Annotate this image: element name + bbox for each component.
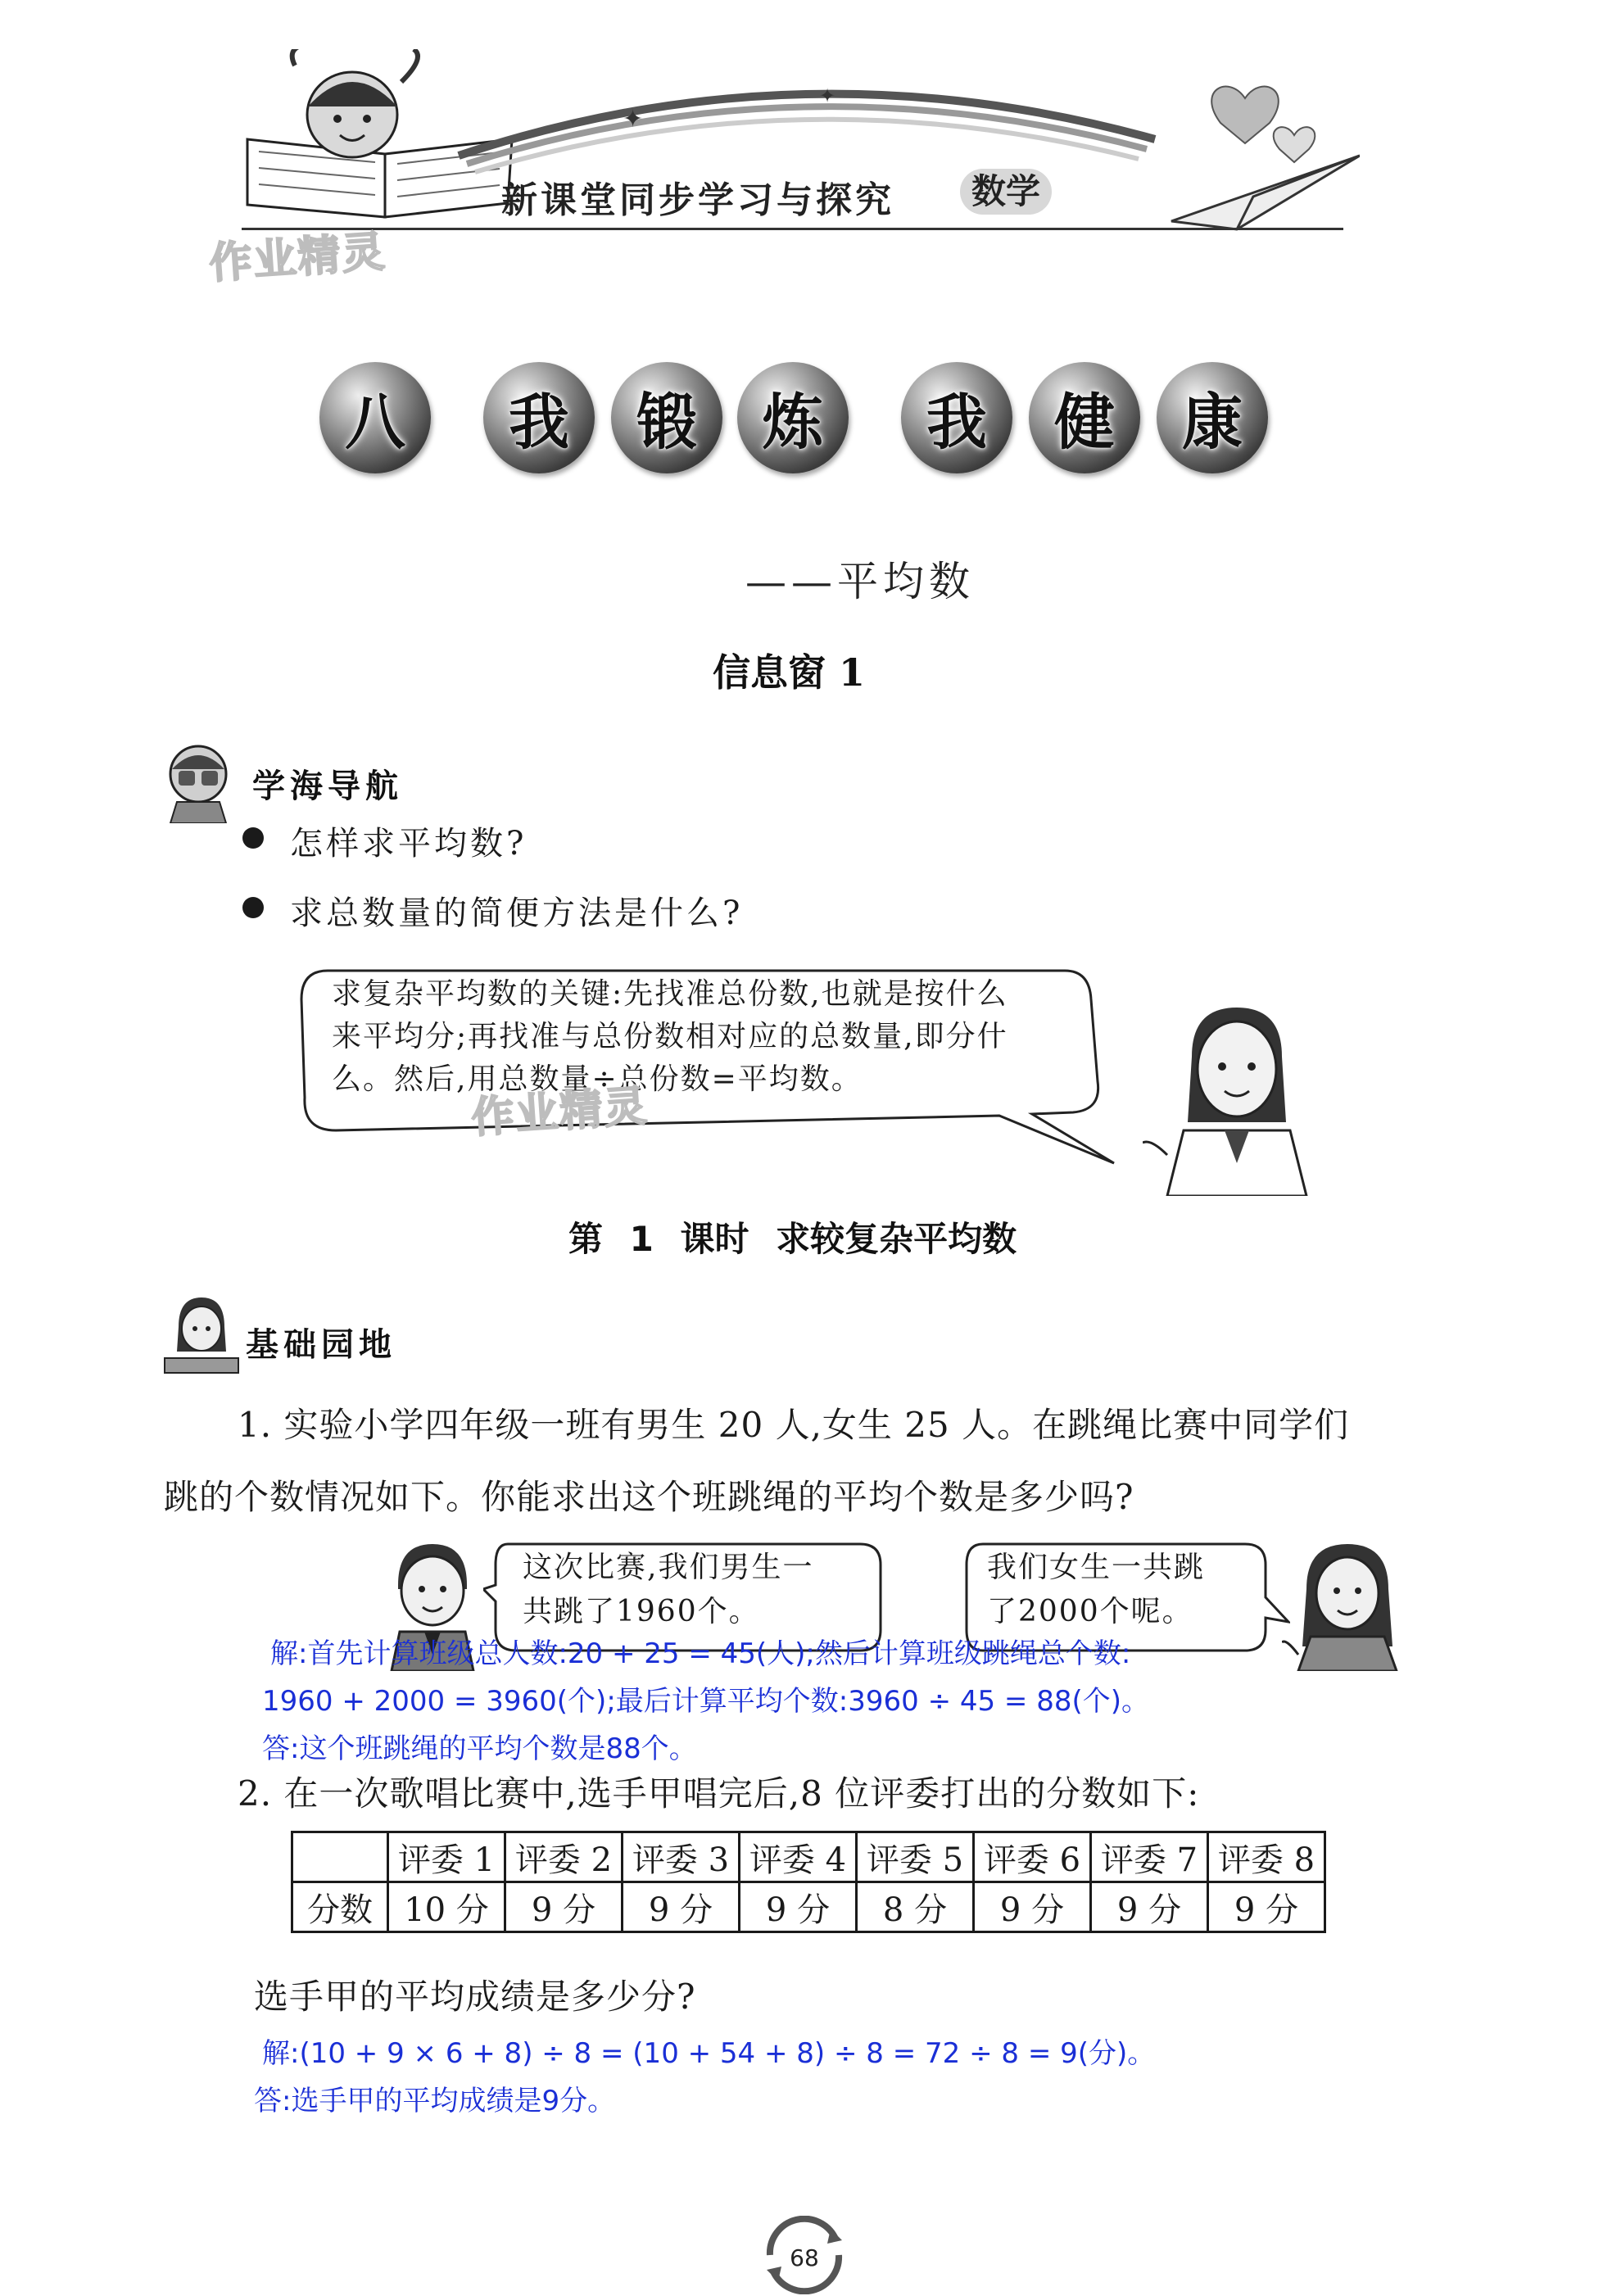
chapter-number-ball — [319, 362, 431, 473]
table-cell: 9 分 — [1208, 1882, 1325, 1932]
answer-line: 解:(10 + 9 × 6 + 8) ÷ 8 = (10 + 54 + 8) ÷ 8 = 72 ÷ 8 = 9(分)。 — [262, 2037, 1156, 2070]
chapter-title-ball — [1157, 362, 1268, 473]
table-cell: 9 分 — [505, 1882, 623, 1932]
header-divider — [242, 228, 1343, 230]
chapter-title-char: 健 — [1054, 387, 1115, 458]
bubble-line: 来平均分;再找准与总份数相对应的总数量,即分什 — [332, 1020, 1008, 1053]
table-header-cell: 评委 7 — [1091, 1832, 1208, 1882]
boy-bubble-line: 这次比赛,我们男生一 — [523, 1551, 814, 1584]
bubble-line: 求复杂平均数的关键:先找准总份数,也就是按什么 — [332, 977, 1008, 1011]
table-cell: 8 分 — [857, 1882, 974, 1932]
svg-text:✦: ✦ — [623, 105, 644, 134]
table-header-cell: 评委 1 — [388, 1832, 505, 1882]
table-cell: 9 分 — [974, 1882, 1091, 1932]
table-header-cell: 评委 6 — [974, 1832, 1091, 1882]
chapter-title-char: 锻 — [636, 387, 697, 458]
chapter-title-ball — [1029, 362, 1140, 473]
boy-bubble-line: 共跳了1960个。 — [523, 1595, 760, 1628]
table-header-cell: 评委 4 — [740, 1832, 857, 1882]
section-heading-basics: 基础园地 — [246, 1326, 396, 1364]
table-cell: 10 分 — [388, 1882, 505, 1932]
answer-line: 答:这个班跳绳的平均个数是88个。 — [262, 1732, 697, 1765]
chapter-title-char: 康 — [1182, 387, 1243, 458]
header-title: 新课堂同步学习与探究 — [501, 179, 894, 221]
girl-bubble-line: 了2000个呢。 — [987, 1595, 1193, 1628]
girl-bubble-line: 我们女生一共跳 — [987, 1551, 1206, 1584]
watermark: 作业精灵 — [207, 227, 388, 289]
page-number: 68 — [790, 2244, 819, 2271]
chapter-title-ball — [737, 362, 849, 473]
table-header-cell: 评委 3 — [623, 1832, 740, 1882]
answer-line: 解:首先计算班级总人数:20 + 25 = 45(人);然后计算班级跳绳总个数: — [270, 1637, 1131, 1670]
watermark: 作业精灵 — [469, 1081, 650, 1143]
question-2-text: 2. 在一次歌唱比赛中,选手甲唱完后,8 位评委打出的分数如下: — [238, 1773, 1200, 1814]
table-cell: 9 分 — [623, 1882, 740, 1932]
chapter-title-char: 我 — [509, 387, 569, 458]
guide-question: 求总数量的简便方法是什么? — [290, 894, 744, 932]
table-row — [292, 1832, 1325, 1882]
binoculars-child-icon — [161, 741, 236, 823]
teacher-illustration — [1143, 999, 1323, 1196]
subject-badge: 数学 — [960, 169, 1052, 215]
info-window-title: 信息窗 1 — [713, 650, 866, 695]
girl-illustration — [1282, 1540, 1405, 1671]
question-1-text: 1. 实验小学四年级一班有男生 20 人,女生 25 人。在跳绳比赛中同学们 — [238, 1405, 1350, 1445]
question-1-text: 跳的个数情况如下。你能求出这个班跳绳的平均个数是多少吗? — [164, 1477, 1134, 1517]
chapter-title-char: 炼 — [763, 387, 823, 458]
table-cell: 9 分 — [1091, 1882, 1208, 1932]
guide-question: 怎样求平均数? — [290, 825, 528, 863]
table-cell: 9 分 — [740, 1882, 857, 1932]
answer-line: 答:选手甲的平均成绩是9分。 — [254, 2085, 616, 2117]
answer-line: 1960 + 2000 = 3960(个);最后计算平均个数:3960 ÷ 45 = 88(个)。 — [262, 1685, 1150, 1718]
chapter-title-ball — [611, 362, 722, 473]
lesson-title: 第 1 课时 求较复杂平均数 — [568, 1219, 1017, 1259]
question-2-prompt: 选手甲的平均成绩是多少分? — [254, 1977, 696, 2017]
table-cell: 分数 — [292, 1882, 388, 1932]
bullet-icon — [242, 827, 264, 849]
table-row — [292, 1882, 1325, 1932]
girl-desk-icon — [161, 1294, 242, 1376]
chapter-title-ball — [901, 362, 1012, 473]
bullet-icon — [242, 897, 264, 918]
chapter-number: 八 — [345, 387, 405, 458]
bubble-line: 么。然后,用总数量÷总份数=平均数。 — [332, 1062, 863, 1096]
svg-text:✦: ✦ — [819, 84, 836, 107]
table-header-cell: 评委 8 — [1208, 1832, 1325, 1882]
table-header-cell — [292, 1832, 388, 1882]
girl-reading-illustration — [292, 49, 418, 157]
table-header-cell: 评委 5 — [857, 1832, 974, 1882]
section-heading-guide: 学海导航 — [252, 768, 403, 805]
table-header-cell: 评委 2 — [505, 1832, 623, 1882]
chapter-title-char: 我 — [926, 387, 987, 458]
score-table — [291, 1831, 1326, 1933]
chapter-subtitle: ——平均数 — [745, 558, 975, 605]
chapter-title-ball — [483, 362, 595, 473]
